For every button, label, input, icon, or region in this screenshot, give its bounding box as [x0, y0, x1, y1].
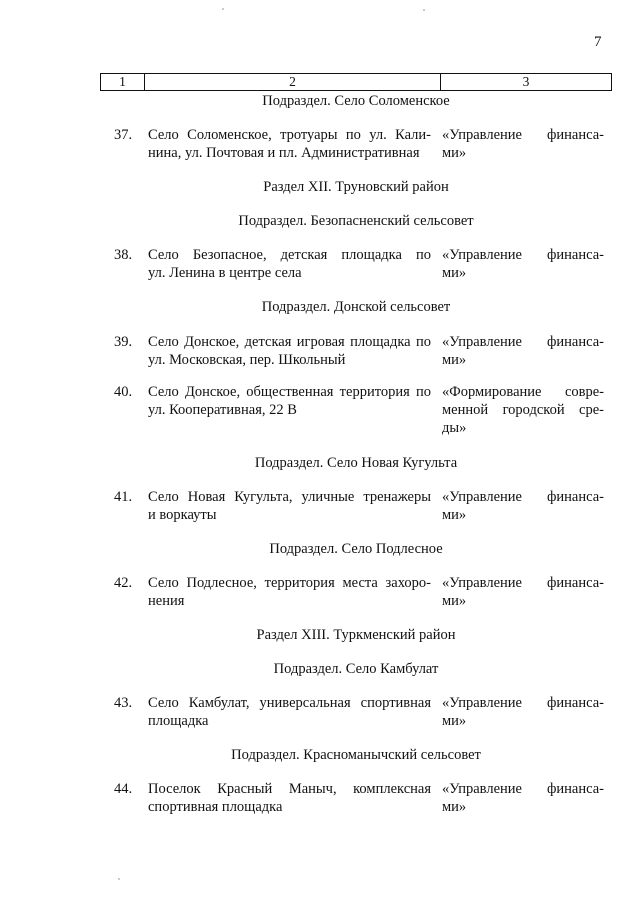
section-heading: Раздел XII. Труновский район	[263, 179, 449, 195]
page-number: 7	[594, 34, 602, 50]
subsection-heading: Подраздел. Донской сельсовет	[261, 299, 451, 315]
row-object-description: Село Безопасное, детская площадка по ул. Ленина в центре села	[148, 247, 431, 281]
row-number: 44.	[114, 781, 133, 797]
row-number: 43.	[114, 695, 133, 711]
scan-speck	[423, 9, 425, 11]
row-object-description: Село Новая Кугульта, уличные тренажеры и воркауты	[148, 489, 431, 523]
row-program: «Формирование совре- менной городской сре- ды»	[442, 384, 604, 436]
row-object-description: Село Соломенское, тротуары по ул. Кали- нина, ул. Почтовая и пл. Административная	[148, 127, 431, 161]
row-object-description: Село Камбулат, универсальная спортивная площадка	[148, 695, 431, 729]
row-program: «Управление финанса- ми»	[442, 127, 604, 161]
row-object-description: Поселок Красный Маныч, комплексная спортивная площадка	[148, 781, 431, 815]
row-number: 41.	[114, 489, 133, 505]
row-program: «Управление финанса- ми»	[442, 334, 604, 368]
subsection-heading: Подраздел. Село Новая Кугульта	[254, 455, 458, 471]
subsection-heading: Подраздел. Красноманычский сельсовет	[231, 747, 481, 763]
row-object-description: Село Донское, детская игровая площадка по ул. Московская, пер. Школьный	[148, 334, 431, 368]
column-header-1: 1	[101, 74, 145, 90]
column-header-2: 2	[145, 74, 441, 90]
scan-speck	[118, 878, 120, 880]
scan-speck	[222, 8, 224, 10]
subsection-heading: Подраздел. Безопасненский сельсовет	[238, 213, 474, 229]
subsection-heading: Подраздел. Село Соломенское	[262, 93, 450, 109]
row-number: 37.	[114, 127, 133, 143]
row-number: 42.	[114, 575, 133, 591]
subsection-heading: Подраздел. Село Камбулат	[273, 661, 439, 677]
row-number: 39.	[114, 334, 133, 350]
row-program: «Управление финанса- ми»	[442, 695, 604, 729]
row-program: «Управление финанса- ми»	[442, 781, 604, 815]
section-heading: Раздел XIII. Туркменский район	[256, 627, 456, 643]
column-header-3: 3	[522, 74, 530, 89]
row-object-description: Село Подлесное, территория места захоро- нения	[148, 575, 431, 609]
row-program: «Управление финанса- ми»	[442, 575, 604, 609]
subsection-heading: Подраздел. Село Подлесное	[269, 541, 443, 557]
row-program: «Управление финанса- ми»	[442, 247, 604, 281]
row-object-description: Село Донское, общественная территория по ул. Кооперативная, 22 В	[148, 384, 431, 418]
row-program: «Управление финанса- ми»	[442, 489, 604, 523]
row-number: 38.	[114, 247, 133, 263]
table-header	[100, 73, 612, 91]
row-number: 40.	[114, 384, 133, 400]
